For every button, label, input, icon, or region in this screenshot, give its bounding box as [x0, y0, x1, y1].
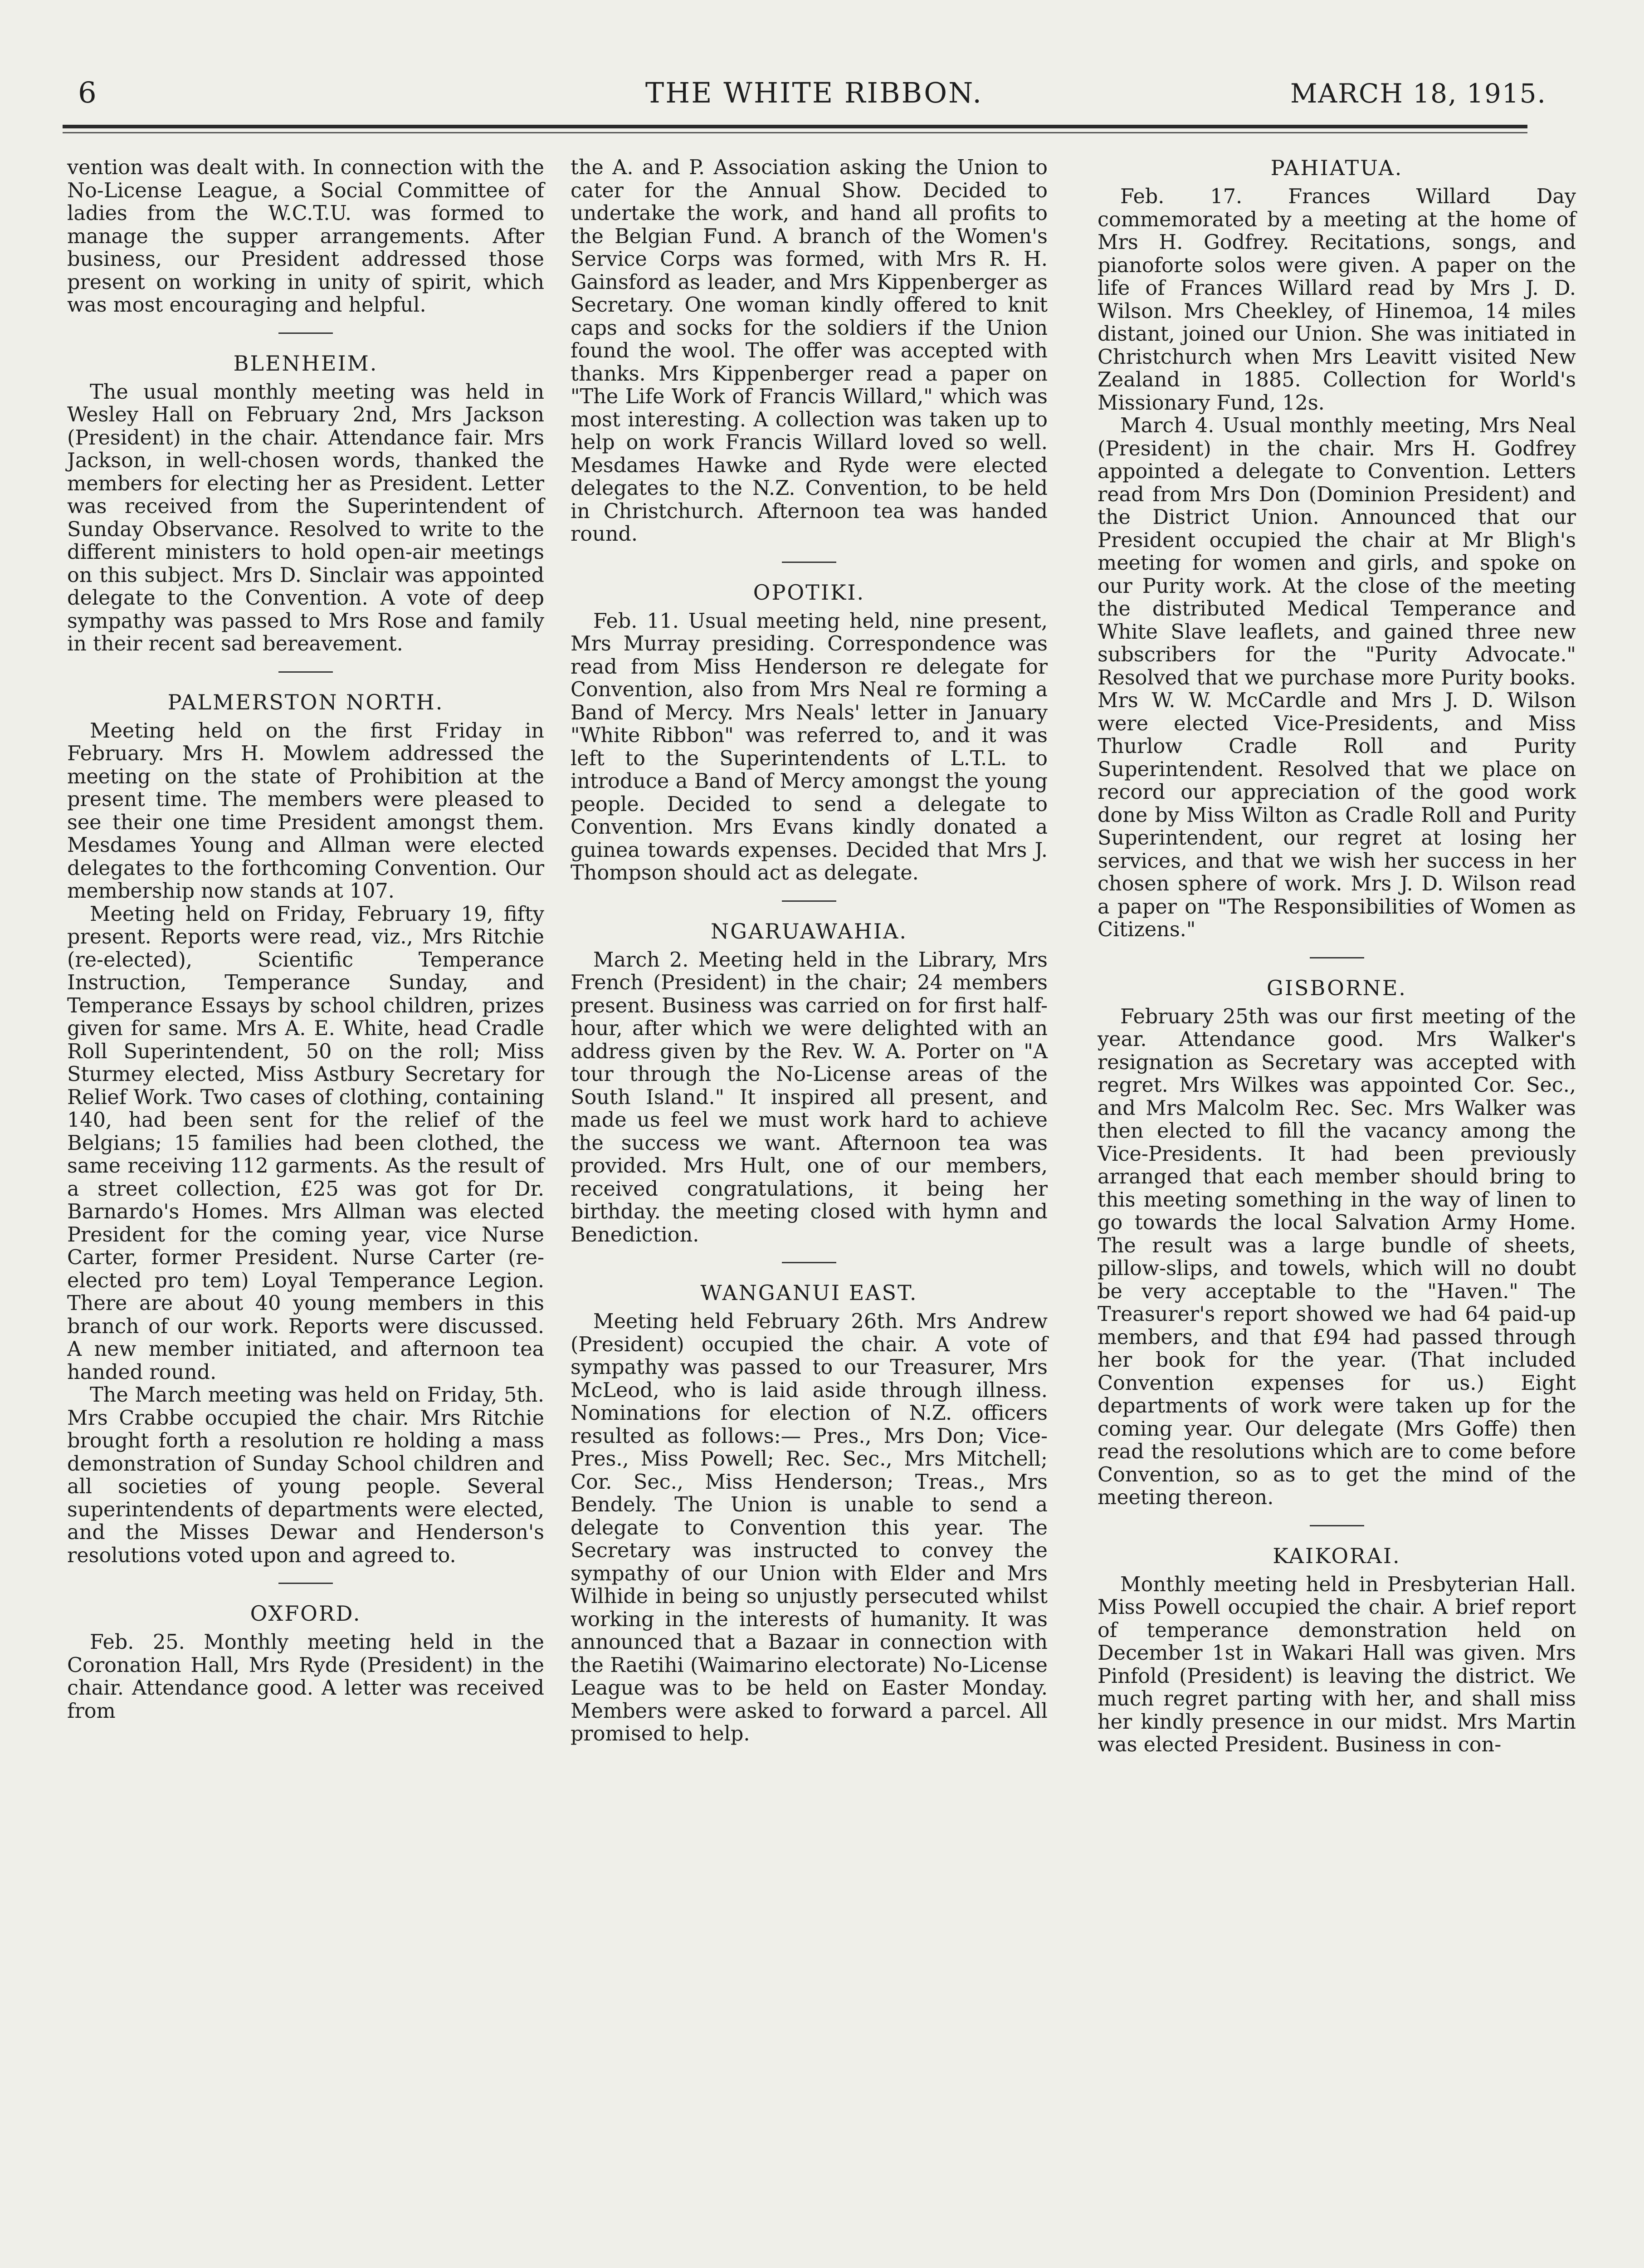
section-divider [782, 1262, 836, 1263]
article-paragraph: March 4. Usual monthly meeting, Mrs Neal (President) in the chair. Mrs H. Godfrey appointed a delegate to Convention. Letters read from Mrs Don (Dominion President) and the District Union. Announced that our President occupied the chair at Mr Bligh's meeting for women and girls, and spoke on our Purity work. At the close of the meeting the distributed Medical Temperance and White Slave leaflets, and gained three new subscribers for the "Purity Advocate." Resolved that we purchase more Purity books. Mrs W. W. McCardle and Mrs J. D. Wilson were elected Vice-Presidents, and Miss Thurlow Cradle Roll and Purity Superintendent. Resolved that we place on record our appreciation of the good work done by Miss Wilton as Cradle Roll and Purity Superintendent, our regret at losing her services, and that we wish her success in her chosen sphere of work. Mrs J. D. Wilson read a paper on "The Responsibilities of Women as Citizens." [1098, 414, 1576, 941]
header-rule-thin [63, 132, 1527, 133]
article-paragraph: Meeting held on Friday, February 19, fifty present. Reports were read, viz., Mrs Ritchie (re-elected), Scientific Temperance Instruction, Temperance Sunday, and Temperance Essays by school children, prizes given for same. Mrs A. E. White, head Cradle Roll Superintendent, 50 on the roll; Miss Sturmey elected, Miss Astbury Secretary for Relief Work. Two cases of clothing, containing 140, had been sent for the relief of the Belgians; 15 families had been clothed, the same receiving 112 garments. As the result of a street collection, £25 was got for Dr. Barnardo's Homes. Mrs Allman was elected President for the coming year, vice Nurse Carter, former President. Nurse Carter (re-elected pro tem) Loyal Temperance Legion. There are about 40 young members in this branch of our work. Reports were discussed. A new member initiated, and afternoon tea handed round. [67, 902, 544, 1384]
article-paragraph: The March meeting was held on Friday, 5th. Mrs Crabbe occupied the chair. Mrs Ritchie brought forth a resolution re holding a mass demonstration of Sunday School children and all societies of young people. Several superintendents of departments were elected, and the Misses Dewar and Henderson's resolutions voted upon and agreed to. [67, 1383, 544, 1567]
section-divider [278, 671, 333, 673]
column-2 [571, 156, 1048, 1746]
section-heading-palmerston-north: PALMERSTON NORTH. [167, 689, 444, 714]
article-paragraph: Feb. 17. Frances Willard Day commemorated by a meeting at the home of Mrs H. Godfrey. Recitations, songs, and pianoforte solos were given. A paper on the life of Frances Willard read by Mrs J. D. Wilson. Mrs Cheekley, of Hinemoa, 14 miles distant, joined our Union. She was initiated in Christchurch when Mrs Leavitt visited New Zealand in 1885. Collection for World's Missionary Fund, 12s. [1098, 185, 1576, 415]
column-1 [67, 156, 544, 1723]
article-paragraph: Feb. 11. Usual meeting held, nine present, Mrs Murray presiding. Correspondence was read from Miss Henderson re delegate for Convention, also from Mrs Neal re forming a Band of Mercy. Mrs Neals' letter in January "White Ribbon" was referred to, and it was left to the Superintendents of L.T.L. to introduce a Band of Mercy amongst the young people. Decided to send a delegate to Convention. Mrs Evans kindly donated a guinea towards expenses. Decided that Mrs J. Thompson should act as delegate. [571, 609, 1048, 885]
section-heading-oxford: OXFORD. [250, 1601, 361, 1626]
section-divider [278, 1583, 333, 1584]
article-paragraph: Meeting held on the first Friday in February. Mrs H. Mowlem addressed the meeting on the state of Prohibition at the present time. The members were pleased to see their one time President amongst them. Mesdames Young and Allman were elected delegates to the forthcoming Convention. Our membership now stands at 107. [67, 719, 544, 903]
article-paragraph: vention was dealt with. In connection with the No-License League, a Social Committee of ladies from the W.C.T.U. was formed to manage the supper arrangements. After business, our President addressed those present on working in unity of spirit, which was most encouraging and helpful. [67, 156, 544, 317]
article-paragraph: the A. and P. Association asking the Union to cater for the Annual Show. Decided to undertake the work, and hand all profits to the Belgian Fund. A branch of the Women's Service Corps was formed, with Mrs R. H. Gainsford as leader, and Mrs Kippenberger as Secretary. One woman kindly offered to knit caps and socks for the soldiers if the Union found the wool. The offer was accepted with thanks. Mrs Kippenberger read a paper on "The Life Work of Francis Willard," which was most interesting. A collection was taken up to help on work Francis Willard loved so well. Mesdames Hawke and Ryde were elected delegates to the N.Z. Convention, to be held in Christchurch. Afternoon tea was handed round. [571, 156, 1048, 546]
article-paragraph: The usual monthly meeting was held in Wesley Hall on February 2nd, Mrs Jackson (President) in the chair. Attendance fair. Mrs Jackson, in well-chosen words, thanked the members for electing her as President. Letter was received from the Superintendent of Sunday Observance. Resolved to write to the different ministers to hold open-air meetings on this subject. Mrs D. Sinclair was appointed delegate to the Convention. A vote of deep sympathy was passed to Mrs Rose and family in their recent sad bereavement. [67, 380, 544, 655]
section-heading-opotiki: OPOTIKI. [753, 580, 865, 605]
article-paragraph: Feb. 25. Monthly meeting held in the Coronation Hall, Mrs Ryde (President) in the chair. Attendance good. A letter was received from [67, 1631, 544, 1723]
column-3 [1098, 156, 1576, 1757]
section-heading-kaikorai: KAIKORAI. [1273, 1543, 1401, 1568]
page-number: 6 [78, 76, 97, 110]
article-paragraph: February 25th was our first meeting of the year. Attendance good. Mrs Walker's resignation as Secretary was accepted with regret. Mrs Wilkes was appointed Cor. Sec., and Mrs Malcolm Rec. Sec. Mrs Walker was then elected to fill the vacancy among the Vice-Presidents. It had been previously arranged that each member should bring to this meeting something in the way of linen to go towards the local Salvation Army Home. The result was a large bundle of sheets, pillow-slips, and towels, which will no doubt be very acceptable to the "Haven." The Treasurer's report showed we had 64 paid-up members, and that £94 had passed through her book for the year. (That included Convention expenses for us.) Eight departments of work were taken up for the coming year. Our delegate (Mrs Goffe) then read the resolutions which are to come before Convention, so as to get the mind of the meeting thereon. [1098, 1005, 1576, 1509]
section-divider [782, 900, 836, 902]
section-heading-ngaruawahia: NGARUAWAHIA. [711, 919, 907, 943]
section-heading-pahiatua: PAHIATUA. [1270, 156, 1403, 180]
section-heading-gisborne: GISBORNE. [1267, 975, 1407, 1000]
article-paragraph: Monthly meeting held in Presbyterian Hall. Miss Powell occupied the chair. A brief report of temperance demonstration held on December 1st in Wakari Hall was given. Mrs Pinfold (President) is leaving the district. We much regret parting with her, and shall miss her kindly presence in our midst. Mrs Martin was elected President. Business in con- [1098, 1573, 1576, 1756]
section-divider [1310, 957, 1364, 958]
issue-date: MARCH 18, 1915. [1290, 78, 1546, 109]
article-paragraph: Meeting held February 26th. Mrs Andrew (President) occupied the chair. A vote of sympathy was passed to our Treasurer, Mrs McLeod, who is laid aside through illness. Nominations for election of N.Z. officers resulted as follows:— Pres., Mrs Don; Vice-Pres., Miss Powell; Rec. Sec., Mrs Mitchell; Cor. Sec., Miss Henderson; Treas., Mrs Bendely. The Union is unable to send a delegate to Convention this year. The Secretary was instructed to convey the sympathy of our Union with Elder and Mrs Wilhide in being so unjustly persecuted whilst working in the interests of humanity. It was announced that a Bazaar in connection with the Raetihi (Waimarino electorate) No-License League was to be held on Easter Monday. Members were asked to forward a parcel. All promised to help. [571, 1310, 1048, 1745]
section-heading-blenheim: BLENHEIM. [233, 351, 378, 376]
page-header [73, 73, 1556, 113]
article-paragraph: March 2. Meeting held in the Library, Mrs French (President) in the chair; 24 members present. Business was carried on for first half-hour, after which we were delighted with an address given by the Rev. W. A. Porter on "A tour through the No-License areas of the South Island." It inspired all present, and made us feel we must work hard to achieve the success we want. Afternoon tea was provided. Mrs Hult, one of our members, received congratulations, it being her birthday. the meeting closed with hymn and Benediction. [571, 948, 1048, 1246]
section-divider [782, 562, 836, 563]
section-divider [278, 332, 333, 334]
header-rule-thick [63, 125, 1527, 128]
section-heading-wanganui-east: WANGANUI EAST. [700, 1281, 918, 1305]
publication-title: THE WHITE RIBBON. [645, 76, 983, 109]
section-divider [1310, 1525, 1364, 1526]
